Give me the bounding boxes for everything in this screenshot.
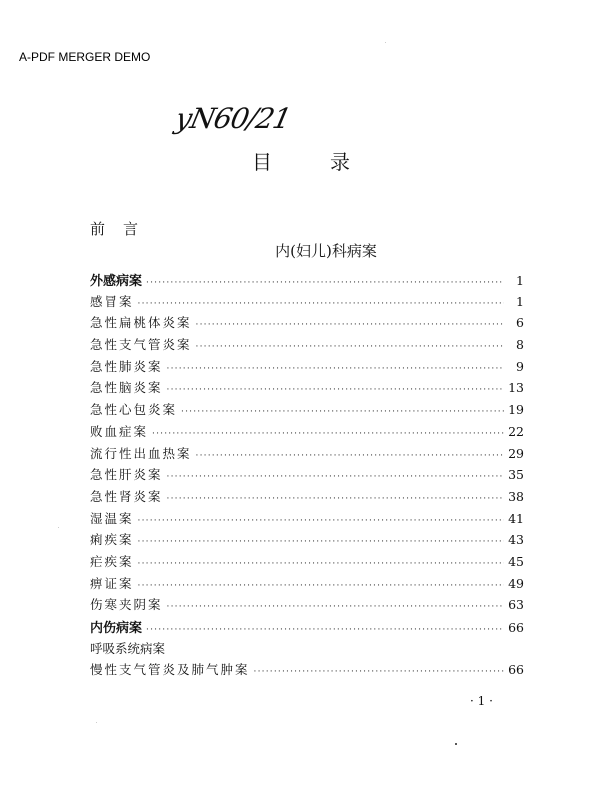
leader-dots	[138, 300, 504, 309]
toc-entry-page: 29	[508, 445, 524, 461]
toc-entry-label: 痹证案	[90, 575, 134, 591]
scan-speck	[385, 42, 386, 43]
leader-dots	[138, 560, 504, 569]
title-char-1: 目	[252, 150, 272, 174]
toc-entry-label: 疟疾案	[90, 553, 134, 569]
toc-entry[interactable]	[90, 465, 524, 487]
section-heading: 内(妇儿)科病案	[275, 242, 377, 260]
toc-entry-page: 1	[516, 273, 524, 288]
title-char-2: 录	[330, 150, 350, 174]
leader-dots	[152, 430, 504, 439]
toc-entry-page: 8	[516, 337, 524, 353]
toc-entry-label: 急性肺炎案	[90, 358, 163, 374]
toc-entry-page: 63	[508, 597, 524, 613]
table-of-contents	[90, 270, 524, 682]
leader-dots	[196, 452, 504, 461]
preface-char-2: 言	[123, 220, 139, 238]
toc-entry-label: 外感病案	[90, 274, 143, 289]
toc-entry-page: 41	[508, 510, 524, 526]
leader-dots	[167, 386, 504, 395]
toc-entry-label: 呼吸系统病案	[90, 640, 166, 656]
toc-entry[interactable]	[90, 487, 524, 509]
leader-dots	[167, 495, 504, 504]
toc-entry[interactable]	[90, 444, 524, 466]
toc-entry-page: 9	[516, 358, 524, 374]
toc-entry-page: 66	[508, 662, 524, 678]
toc-entry-label: 急性支气管炎案	[90, 337, 192, 353]
toc-entry[interactable]	[90, 335, 524, 357]
toc-entry-page: 6	[516, 315, 524, 331]
toc-entry[interactable]	[90, 270, 524, 292]
leader-dots	[167, 603, 504, 612]
toc-entry-page: 45	[508, 553, 524, 569]
toc-entry[interactable]	[90, 378, 524, 400]
toc-entry-label: 痢疾案	[90, 532, 134, 548]
toc-entry-label: 湿温案	[90, 510, 134, 526]
toc-entry[interactable]	[90, 357, 524, 379]
toc-entry-label: 流行性出血热案	[90, 445, 192, 461]
leader-dots	[196, 343, 504, 352]
leader-dots	[167, 473, 504, 482]
toc-entry-page: 19	[508, 402, 524, 418]
toc-preface-entry[interactable]	[90, 218, 138, 239]
preface-char-1: 前	[90, 220, 106, 238]
toc-subsection-heading[interactable]	[90, 639, 524, 661]
toc-entry[interactable]	[90, 530, 524, 552]
toc-entry-page: 22	[508, 423, 524, 439]
toc-entry[interactable]	[90, 595, 524, 617]
toc-entry-page: 49	[508, 575, 524, 591]
toc-entry-page: 66	[508, 620, 524, 635]
toc-entry[interactable]	[90, 660, 524, 682]
leader-dots	[181, 408, 504, 417]
toc-entry-label: 急性扁桃体炎案	[90, 315, 192, 331]
scan-speck	[58, 527, 59, 528]
toc-entry-label: 急性心包炎案	[90, 402, 178, 418]
scan-speck	[455, 743, 457, 745]
page-number: · 1 ·	[470, 694, 493, 708]
leader-dots	[138, 517, 504, 526]
leader-dots	[146, 626, 504, 635]
leader-dots	[138, 538, 504, 547]
toc-entry-label: 急性脑炎案	[90, 380, 163, 396]
toc-entry-page: 13	[508, 380, 524, 396]
scan-speck	[96, 722, 97, 723]
page-title	[252, 146, 350, 175]
watermark-text: A-PDF MERGER DEMO	[19, 50, 151, 64]
toc-entry[interactable]	[90, 400, 524, 422]
toc-entry-label: 急性肝炎案	[90, 467, 163, 483]
toc-entry-label: 伤寒夹阴案	[90, 597, 163, 613]
toc-entry[interactable]	[90, 292, 524, 314]
toc-entry[interactable]	[90, 422, 524, 444]
leader-dots	[196, 321, 504, 330]
toc-entry-label: 败血症案	[90, 423, 149, 439]
toc-entry-page: 43	[508, 532, 524, 548]
leader-dots	[254, 668, 504, 677]
leader-dots	[146, 279, 504, 288]
toc-entry-label: 感冒案	[90, 293, 134, 309]
toc-entry[interactable]	[90, 552, 524, 574]
toc-entry-label: 内伤病案	[90, 621, 143, 636]
toc-entry[interactable]	[90, 574, 524, 596]
toc-entry-label: 慢性支气管炎及肺气肿案	[90, 662, 250, 678]
toc-entry[interactable]	[90, 313, 524, 335]
toc-entry[interactable]	[90, 617, 524, 639]
toc-entry-page: 38	[508, 488, 524, 504]
leader-dots	[167, 365, 504, 374]
toc-entry-label: 急性肾炎案	[90, 488, 163, 504]
leader-dots	[138, 582, 504, 591]
toc-entry[interactable]	[90, 509, 524, 531]
handwritten-call-number: yN60/21	[172, 102, 294, 135]
toc-entry-page: 35	[508, 467, 524, 483]
toc-entry-page: 1	[516, 293, 524, 309]
